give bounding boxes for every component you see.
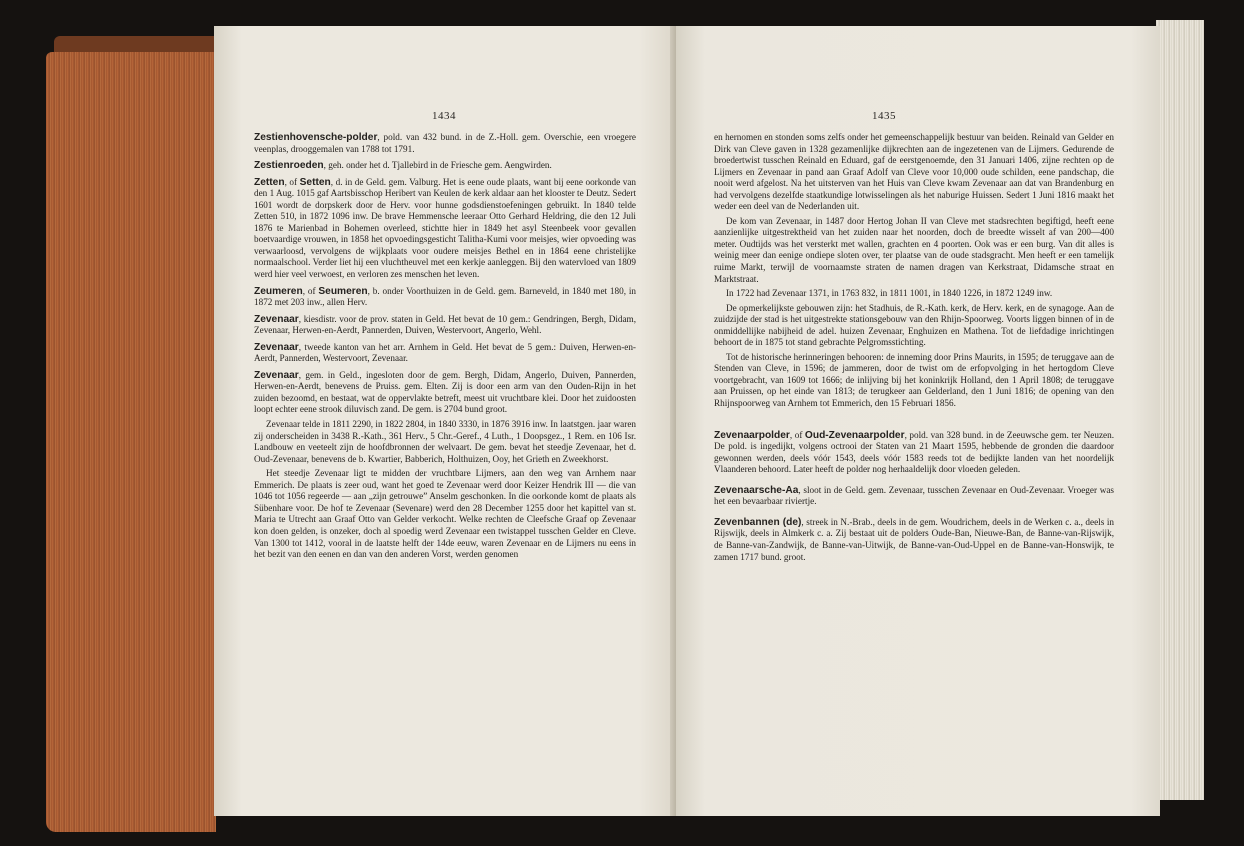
headword: Zevenbannen (de) xyxy=(714,516,802,528)
paragraph: Het steedje Zevenaar ligt te midden der vruchtbare Lijmers, aan den weg van Arnhem naar Emmerich. De plaats is zeer oud, want het goed te Zevenaar werd door Keizer Hendrik III — die van 1046 tot 1056 regeerde — aan „zijn getrouwe” Anselm geschonken. In die oorkonde komt de plaats als Sübenhare voor. De hof te Zevenaar (Sevenare) werd den 28 December 1255 door het kapittel van st. Maria te Utrecht aan Graaf Otto van Gelder verkocht. Welke rechten de Cleefsche Graaf op Zevenaar kon doen gelden, is onzeker, doch al spoedig werd Zevenaar een twistappel tusschen Gelder en Cleve. Van 1300 tot 1412, vooral in de laatste helft der 14de eeuw, waren Zevenaar en de Lijmers nu eens in het bezit van den eenen en dan van den anderen Vorst, werden genomen xyxy=(254,468,636,560)
headword: Seumeren xyxy=(318,285,368,297)
headword: Zestienhovensche-polder xyxy=(254,132,378,143)
headword: Zevenaarsche-Aa xyxy=(714,484,799,496)
headword: Zevenaar xyxy=(254,313,299,325)
paragraph: In 1722 had Zevenaar 1371, in 1763 832, in 1811 1001, in 1840 1226, in 1872 1249 inw. xyxy=(726,288,1053,299)
paragraph: en hernomen en stonden soms zelfs onder het gemeenschappelijk bestuur van beiden. Reinald van Gelder en Dirk van Cleve gaven in 1328 gezamenlijke dijkrechten aan de ingezetenen van de Lijmers. Gedurende de broedertwist tusschen Reinald en Eduard, gaf de eerstgenoemde, den 31 Januari 1406, zijne rechten op de Lijmers en Zevenaar in pand aan Graaf Adolf van Cleve voor 10,000 oude schilden, eene pandschap, die nooit werd afgelost. Na het uitsterven van het Huis van Cleve kwam Zevenaar aan dat van Brandenburg en had vervolgens dezelfde staatkundige lotwisselingen als het naburige Huissen. Sedert 1 Juni 1816 maakt het weder een deel van de Nederlanden uit. xyxy=(714,132,1114,212)
paragraph: Zevenaar telde in 1811 2290, in 1822 2804, in 1840 3330, in 1876 3916 inw. In laatstgen. jaar waren zij onderscheiden in 3438 R.-Kath., 361 Herv., 5 Chr.-Geref., 4 Luth., 1 Doopsgez., 1 Rem. en 106 Isr. Landbouw en veeteelt zijn de hoofdbronnen der welvaart. De gem. bevat het steedje Zevenaar, het d. Oud-Zevenaar, benevens de b. Kwartier, Babberich, Holthuizen, Ooy, het Grieth en Zweekhorst. xyxy=(254,419,636,464)
entry: Zevenaar, gem. in Geld., ingesloten door de gem. Bergh, Didam, Angerlo, Duiven, Pannerden, Herwen-en-Aerdt, benevens de Pruiss. gem. Elten. Zij is door een arm van den Ouden-Rijn in het zuiden bezoomd, en bestaat, wat de oppervlakte betreft, meest uit vruchtbare klei. Door het zuidoosten loopt echter eene strook diluvisch zand. De gem. is 2704 bund groot. xyxy=(254,369,636,415)
entry: Zeumeren, of Seumeren, b. onder Voorthuizen in de Geld. gem. Barneveld, in 1840 met 180, in 1872 met 203 inw., allen Herv. xyxy=(254,285,637,308)
paragraph: De opmerkelijkste gebouwen zijn: het Stadhuis, de R.-Kath. kerk, de Herv. kerk, en de synagoge. Aan de zuidzijde der stad is het uitgestrekte stationsgebouw van den Rhijn-Spoorweg. Voorts liggen binnen of in de onmiddellijke nabijheid de adel. huizen Zevenaar, Enghuizen en Mathena. Tot de liefdadige inrichtingen behoort de in 1875 tot stand gebrachte Pelgromsstichting. xyxy=(714,302,1114,348)
headword: Zeumeren xyxy=(254,285,303,297)
headword: Oud-Zevenaarpolder xyxy=(804,429,905,441)
open-book xyxy=(46,12,1204,838)
entry: Zestienhovensche-polder, pold. van 432 bund. in de Z.-Holl. gem. Overschie, een vroegere veenplas, drooggemalen van 1788 tot 1791. xyxy=(254,132,636,154)
page-block-left-edge xyxy=(46,52,216,832)
headword: Setten xyxy=(299,176,331,188)
entry: Zestienroeden, geh. onder het d. Tjallebird in de Friesche gem. Aengwirden. xyxy=(254,160,552,172)
entry: Zetten, of Setten, d. in de Geld. gem. Valburg. Het is eene oude plaats, want bij eene oorkonde van den 1 Aug. 1015 gaf Aartsbisschop Heribert van Keulen de kerk aldaar aan het klooster te Deutz. Sedert 1601 wordt de dorpskerk door de Herv. voor hunne godsdienstoefeningen gebruikt. In 1840 telde Zetten 510, in 1872 1096 inw. De brave Hemmensche leeraar Otto Gerhard Heldring, die den 12 Juli 1876 te Marienbad in Bohemen overleed, stichtte hier in 1849 het asyl Steenbeek voor gevallen boetvaardige vrouwen, in 1858 het opvoedingsgesticht Talitha-Kumi voor meisjes, wier opvoeding was verwaarloosd, vervolgens de wijkplaats voor oudere meisjes Bethel en in 1864 eene christelijke normaalschool. Verder liet hij een vluchtheuvel met een kerkje aanleggen. Bij den watervloed van 1809 werd hier veel verwoest, en verloren zes menschen het leven. xyxy=(254,176,636,280)
left-page-text xyxy=(254,132,636,564)
headword: Zestienroeden xyxy=(254,160,324,172)
right-page-text xyxy=(714,132,1114,566)
entry: Zevenaarpolder, of Oud-Zevenaarpolder, pold. van 328 bund. in de Zeeuwsche gem. ter Neuzen. De pold. is ingedijkt, volgens octrooi der Staten van 21 Maart 1595, hebbende de gronden die daardoor gewonnen werden, deels vóór 1543, deels vóór 1583 reeds tot de bedijkte landen van het noordelijk Vlaanderen behoord. Later heeft de polder nog herhaaldelijk door vloeden geleden. xyxy=(714,429,1114,475)
headword: Zetten xyxy=(254,176,285,188)
entry: Zevenaar, kiesdistr. voor de prov. staten in Geld. Het bevat de 10 gem.: Gendringen, Bergh, Didam, Zevenaar, Herwen-en-Aerdt, Pannerden, Duiven, Westervoort, Angerlo, Wehl. xyxy=(254,313,636,336)
headword: Zevenaar xyxy=(254,341,299,353)
right-page-number: 1435 xyxy=(872,110,896,122)
paragraph: De kom van Zevenaar, in 1487 door Hertog Johan II van Cleve met stadsrechten begiftigd, heeft eene aanzienlijke uitgestrektheid van het zuiden naar het noorden, doch de breedte wisselt af van 200—400 meter. Oudtijds was het versterkt met wallen, grachten en 4 poorten. Ook was er een burg. Van dit alles is weinig meer dan eenige ondiepe sloten over, ter plaatse van de oude stadsgracht. Men heeft er een tamelijk ruime Markt, terwijl de voornaamste straten de namen dragen van Kerkstraat, Didamsche straat en Marktstraat. xyxy=(714,215,1114,284)
entry: Zevenbannen (de), streek in N.-Brab., deels in de gem. Woudrichem, deels in de Werken c. a., deels in Rijswijk, deels in Almkerk c. a. Zij bestaat uit de polders Oude-Ban, Nieuwe-Ban, de Banne-van-Rijswijk, de Banne-van-Zandwijk, de Banne-van-Uitwijk, de Banne-van-Oud-Uppel en de Banne-van-Honswijk, te zamen 1717 bund. groot. xyxy=(714,516,1114,562)
headword: Zevenaar xyxy=(254,369,299,381)
left-page xyxy=(214,26,676,816)
right-page xyxy=(676,26,1160,816)
entry: Zevenaar, tweede kanton van het arr. Arnhem in Geld. Het bevat de 5 gem.: Duiven, Herwen-en-Aerdt, Pannerden, Westervoort, Zevenaar. xyxy=(254,341,636,364)
paragraph: Tot de historische herinneringen behooren: de inneming door Prins Maurits, in 1595; de teruggave aan de Stenden van Cleve, in 1596; de jammeren, door de twist om de erfopvolging in het hertogdom Cleve voortgebracht, van 1609 tot 1666; de inlijving bij het koninkrijk Holland, den 1 April 1808; de teruggave aan Pruissen, op het einde van 1813; de terugkeer aan Gelderland, den 1 Juni 1816; de opening van den Rhijnspoorweg van Arnhem tot Emmerich, den 15 Februari 1856. xyxy=(714,351,1114,409)
entry: Zevenaarsche-Aa, sloot in de Geld. gem. Zevenaar, tusschen Zevenaar en Oud-Zevenaar. Vroeger was het een bevaarbaar riviertje. xyxy=(714,484,1114,507)
headword: Zevenaarpolder xyxy=(714,429,790,441)
page-block-right-edge xyxy=(1156,20,1204,800)
left-page-number: 1434 xyxy=(432,110,456,122)
